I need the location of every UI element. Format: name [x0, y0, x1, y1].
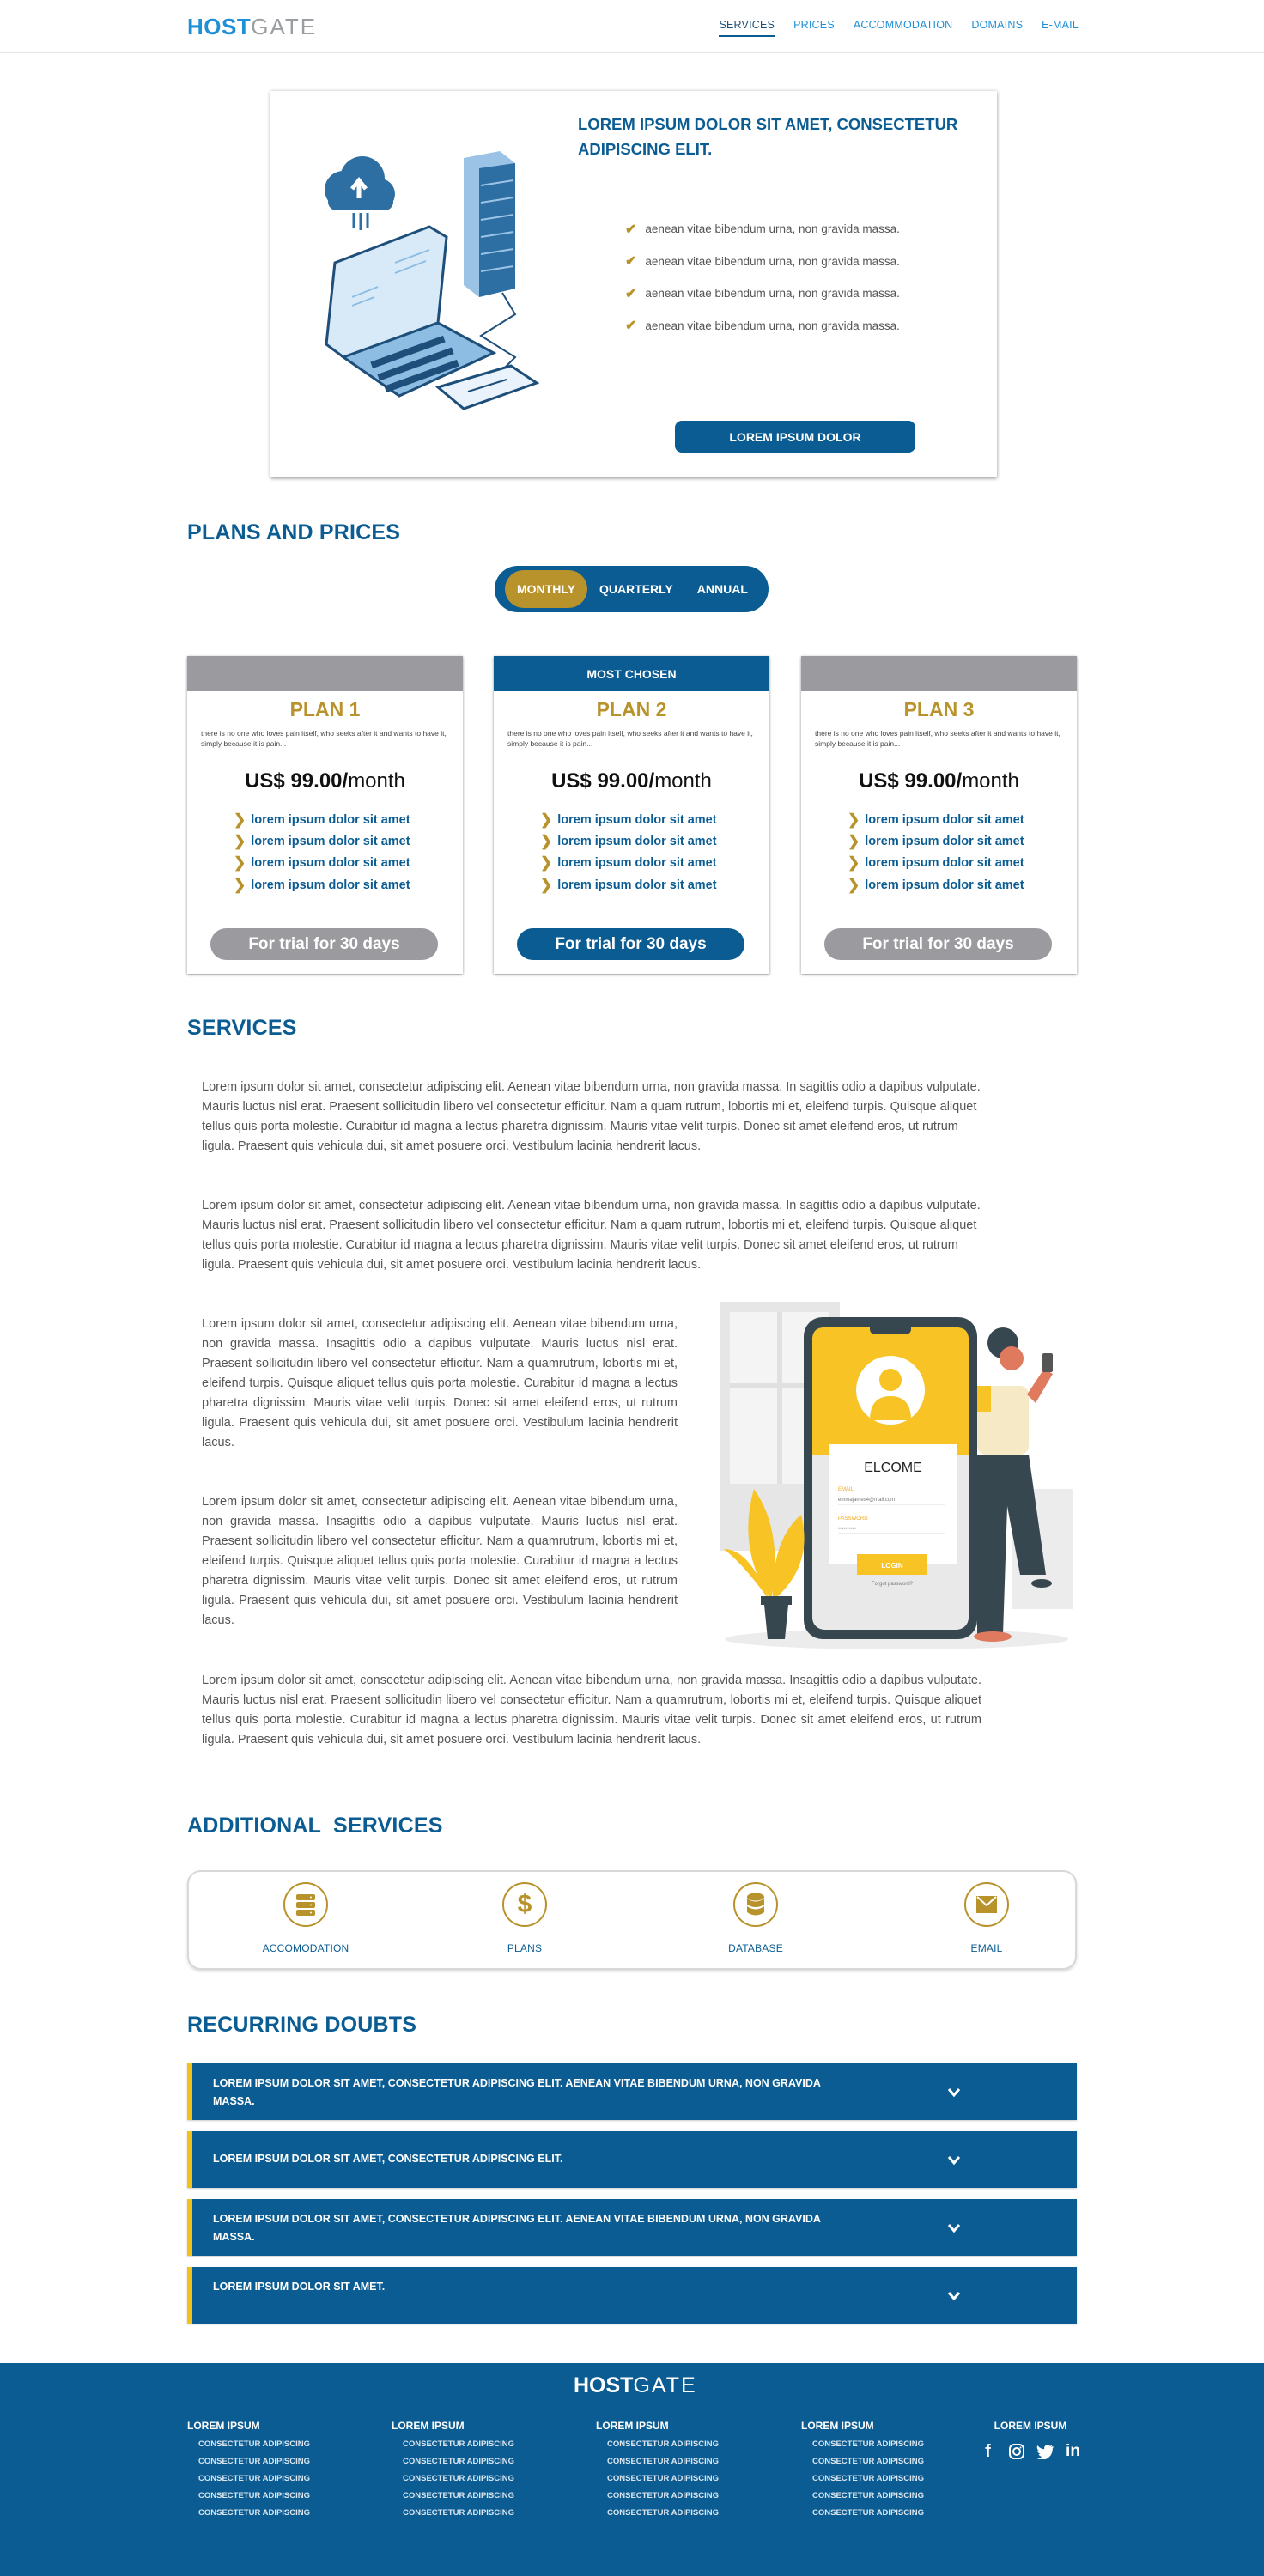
footer-link[interactable]: CONSECTETUR ADIPISCING: [812, 2439, 925, 2449]
chevron-right-icon: ❯: [540, 811, 553, 828]
footer-link[interactable]: CONSECTETUR ADIPISCING: [607, 2508, 720, 2518]
logo-host: HOST: [187, 14, 252, 39]
service-email[interactable]: [918, 1882, 1055, 1954]
plan-description: there is no one who loves pain itself, who seeks after it and wants to have it, simply because it is pain...: [815, 729, 1060, 748]
footer-column-title: LOREM IPSUM: [392, 2420, 465, 2432]
plan-feature-list: [801, 809, 1077, 896]
toggle-annual[interactable]: ANNUAL: [685, 570, 760, 608]
plan-trial-button[interactable]: For trial for 30 days: [210, 928, 438, 960]
footer-column: [596, 2420, 719, 2522]
footer-link[interactable]: CONSECTETUR ADIPISCING: [812, 2474, 925, 2483]
plan-price: US$ 99.00/month: [859, 769, 1019, 793]
hero-feature-item: [625, 310, 900, 343]
footer-link[interactable]: CONSECTETUR ADIPISCING: [198, 2474, 311, 2483]
linkedin-icon[interactable]: in: [1066, 2442, 1080, 2460]
service-label: EMAIL: [970, 1942, 1003, 1954]
hero-card: [270, 91, 997, 477]
footer-column: [187, 2420, 310, 2522]
hero-feature-text: aenean vitae bibendum urna, non gravida massa.: [645, 319, 900, 332]
chevron-right-icon: ❯: [540, 854, 553, 872]
plan-description: there is no one who loves pain itself, who seeks after it and wants to have it, simply because it is pain...: [201, 729, 447, 748]
hero-feature-list: [625, 213, 900, 342]
plan-badge: MOST CHOSEN: [494, 656, 769, 691]
plan-price: US$ 99.00/month: [245, 769, 405, 793]
plan-feature: ❯ lorem ipsum dolor sit amet: [848, 854, 1024, 872]
nav-prices[interactable]: PRICES: [793, 19, 835, 31]
plan-feature-list: [494, 809, 769, 896]
chevron-right-icon: ❯: [234, 811, 246, 828]
instagram-icon[interactable]: [1007, 2442, 1025, 2461]
chevron-down-icon: [946, 2220, 962, 2235]
plans-section-title: PLANS AND PRICES: [187, 520, 401, 544]
chevron-right-icon: ❯: [234, 854, 246, 872]
chevron-down-icon: [946, 2084, 962, 2099]
faq-question: LOREM IPSUM DOLOR SIT AMET, CONSECTETUR ADIPISCING ELIT. AENEAN VITAE BIBENDUM URNA, NON GRAVIDA MASSA.: [213, 2077, 821, 2107]
plan-feature: ❯ lorem ipsum dolor sit amet: [848, 811, 1024, 828]
footer-link[interactable]: CONSECTETUR ADIPISCING: [198, 2457, 311, 2466]
check-icon: ✔: [625, 319, 637, 334]
plan-badge: [801, 656, 1077, 691]
plan-price: US$ 99.00/month: [551, 769, 712, 793]
plan-feature: ❯ lorem ipsum dolor sit amet: [848, 876, 1024, 893]
footer-link[interactable]: CONSECTETUR ADIPISCING: [607, 2491, 720, 2500]
mobile-login-illustration: [720, 1291, 1073, 1652]
services-paragraph: Lorem ipsum dolor sit amet, consectetur adipiscing elit. Aenean vitae bibendum urna, non gravida massa. In sagittis odio a dapibus vulputate. Mauris luctus nisl erat. Praesent sollicitudin libero vel consectetur efficitur. Nam a quam rutrum, lobortis mi et, eleifend turpis. Quisque aliquet tellus quis porta molestie. Curabitur id magna a lectus pharetra dignissim. Mauris vitae velit turpis. Donec sit amet eleifend eros, ut rutrum ligula. Praesent quis vehicula dui, sit amet posuere orci. Vestibulum lacinia hendrerit lacus.: [202, 1080, 981, 1153]
service-accomodation[interactable]: [237, 1882, 374, 1954]
chevron-right-icon: ❯: [848, 832, 860, 849]
footer-column-title: LOREM IPSUM: [801, 2420, 874, 2432]
chevron-right-icon: ❯: [234, 832, 246, 849]
footer-logo[interactable]: HOSTGATE: [574, 2373, 697, 2397]
nav-email[interactable]: E-MAIL: [1042, 19, 1079, 31]
footer-column-title: LOREM IPSUM: [187, 2420, 260, 2432]
service-label: DATABASE: [728, 1942, 783, 1954]
facebook-icon[interactable]: f: [985, 2441, 991, 2461]
plan-feature-list: [187, 809, 463, 896]
plan-feature: ❯ lorem ipsum dolor sit amet: [848, 832, 1024, 849]
plan-card-1: [187, 656, 463, 974]
service-label: PLANS: [507, 1942, 543, 1954]
services-section-title: SERVICES: [187, 1016, 297, 1040]
additional-services-title: ADDITIONAL SERVICES: [187, 1814, 443, 1838]
footer-link[interactable]: CONSECTETUR ADIPISCING: [403, 2457, 515, 2466]
site-footer: [0, 2363, 1264, 2576]
plan-name: PLAN 1: [289, 698, 361, 720]
footer-link[interactable]: CONSECTETUR ADIPISCING: [403, 2508, 515, 2518]
faq-item[interactable]: [187, 2131, 1077, 2188]
plan-feature: ❯ lorem ipsum dolor sit amet: [234, 876, 410, 893]
plan-feature: ❯ lorem ipsum dolor sit amet: [540, 854, 717, 872]
service-plans[interactable]: [456, 1882, 593, 1954]
main-nav: [719, 19, 1079, 37]
plan-trial-button[interactable]: For trial for 30 days: [824, 928, 1052, 960]
logo[interactable]: [187, 14, 317, 39]
faq-item[interactable]: [187, 2063, 1077, 2120]
chevron-right-icon: ❯: [848, 811, 860, 828]
nav-services[interactable]: SERVICES: [719, 19, 775, 37]
hero-feature-item: [625, 213, 900, 246]
chevron-down-icon: [946, 2152, 962, 2167]
hero-cta-button[interactable]: LOREM IPSUM DOLOR: [675, 421, 915, 453]
svg-text:PASSWORD: PASSWORD: [838, 1516, 868, 1522]
chevron-right-icon: ❯: [540, 876, 553, 893]
cloud-server-laptop-illustration: [309, 151, 558, 426]
svg-text:emmajames4@mail.com: emmajames4@mail.com: [838, 1498, 896, 1503]
billing-period-toggle: [495, 566, 769, 612]
footer-link[interactable]: CONSECTETUR ADIPISCING: [198, 2491, 311, 2500]
footer-column-title: LOREM IPSUM: [596, 2420, 669, 2432]
hero-feature-text: aenean vitae bibendum urna, non gravida massa.: [645, 254, 900, 268]
social-links: [979, 2420, 1082, 2461]
footer-link[interactable]: CONSECTETUR ADIPISCING: [607, 2439, 720, 2449]
toggle-quarterly[interactable]: QUARTERLY: [587, 570, 685, 608]
faq-question: LOREM IPSUM DOLOR SIT AMET, CONSECTETUR ADIPISCING ELIT. AENEAN VITAE BIBENDUM URNA, NON GRAVIDA MASSA.: [213, 2213, 821, 2243]
site-header: [0, 0, 1264, 53]
service-label: ACCOMODATION: [262, 1942, 349, 1954]
hero-feature-item: [625, 277, 900, 310]
envelope-icon: [964, 1882, 1009, 1927]
hero-feature-text: aenean vitae bibendum urna, non gravida massa.: [645, 222, 900, 236]
service-database[interactable]: [687, 1882, 824, 1954]
plan-badge: [187, 656, 463, 691]
svg-text:ELCOME: ELCOME: [864, 1461, 922, 1475]
plan-feature: ❯ lorem ipsum dolor sit amet: [234, 811, 410, 828]
check-icon: ✔: [625, 254, 637, 270]
footer-link[interactable]: CONSECTETUR ADIPISCING: [812, 2508, 925, 2518]
services-paragraph: Lorem ipsum dolor sit amet, consectetur adipiscing elit. Aenean vitae bibendum urna, non gravida massa. Insagittis odio a dapibus vulputate. Mauris luctus nisl erat. Praesent sollicitudin libero vel consectetur efficitur. Nam a quamrutrum, lobortis mi et, eleifend turpis. Quisque aliquet tellus quis porta molestie. Curabitur id magna a lectus pharetra dignissim. Mauris vitae velit turpis. Donec sit amet eleifend eros, ut rutrum ligula. Praesent quis vehicula dui, sit amet posuere orci. Vestibulum lacinia hendrerit lacus.: [202, 1495, 678, 1627]
plan-name: PLAN 2: [596, 698, 667, 720]
faq-item[interactable]: [187, 2199, 1077, 2256]
chevron-right-icon: ❯: [848, 854, 860, 872]
hero-feature-text: aenean vitae bibendum urna, non gravida massa.: [645, 287, 900, 301]
plan-feature: ❯ lorem ipsum dolor sit amet: [234, 832, 410, 849]
logo-gate: GATE: [251, 14, 318, 39]
plan-feature: ❯ lorem ipsum dolor sit amet: [540, 876, 717, 893]
dollar-icon: $: [502, 1882, 547, 1927]
svg-text:LOGIN: LOGIN: [881, 1562, 903, 1570]
plan-card-3: [801, 656, 1077, 974]
services-paragraph: Lorem ipsum dolor sit amet, consectetur adipiscing elit. Aenean vitae bibendum urna, non gravida massa. In sagittis odio a dapibus vulputate. Mauris luctus nisl erat. Praesent sollicitudin libero vel consectetur efficitur. Nam a quam rutrum, lobortis mi et, eleifend turpis. Quisque aliquet tellus quis porta molestie. Curabitur id magna a lectus pharetra dignissim. Mauris vitae velit turpis. Donec sit amet eleifend eros, ut rutrum ligula. Praesent quis vehicula dui, sit amet posuere orci. Vestibulum lacinia hendrerit lacus.: [202, 1199, 981, 1272]
hero-title: LOREM IPSUM DOLOR SIT AMET, CONSECTETUR ADIPISCING ELIT.: [578, 115, 958, 158]
database-icon: [733, 1882, 778, 1927]
toggle-monthly[interactable]: MONTHLY: [505, 570, 587, 608]
chevron-right-icon: ❯: [234, 876, 246, 893]
twitter-icon[interactable]: [1036, 2442, 1054, 2461]
services-paragraph: Lorem ipsum dolor sit amet, consectetur adipiscing elit. Aenean vitae bibendum urna, non gravida massa. Insagittis odio a dapibus vulputate. Mauris luctus nisl erat. Praesent sollicitudin libero vel consectetur efficitur. Nam a quamrutrum, lobortis mi et, eleifend turpis. Quisque aliquet tellus quis porta molestie. Curabitur id magna a lectus pharetra dignissim. Mauris vitae velit turpis. Donec sit amet eleifend eros, ut rutrum ligula. Praesent quis vehicula dui, sit amet posuere orci. Vestibulum lacinia hendrerit lacus.: [202, 1674, 981, 1747]
footer-link[interactable]: CONSECTETUR ADIPISCING: [607, 2457, 720, 2466]
plan-description: there is no one who loves pain itself, who seeks after it and wants to have it, simply because it is pain...: [507, 729, 753, 748]
footer-link[interactable]: CONSECTETUR ADIPISCING: [403, 2491, 515, 2500]
svg-text:EMAIL: EMAIL: [838, 1487, 854, 1492]
footer-link[interactable]: CONSECTETUR ADIPISCING: [403, 2474, 515, 2483]
plan-trial-button[interactable]: For trial for 30 days: [517, 928, 744, 960]
footer-link[interactable]: CONSECTETUR ADIPISCING: [198, 2508, 311, 2518]
social-title: LOREM IPSUM: [994, 2420, 1067, 2432]
plan-feature: ❯ lorem ipsum dolor sit amet: [540, 832, 717, 849]
chevron-right-icon: ❯: [848, 876, 860, 893]
svg-text:••••••••••: ••••••••••: [838, 1527, 857, 1532]
faq-question: LOREM IPSUM DOLOR SIT AMET, CONSECTETUR ADIPISCING ELIT.: [213, 2153, 563, 2165]
nav-domains[interactable]: DOMAINS: [971, 19, 1024, 31]
footer-column: [801, 2420, 924, 2522]
plan-card-2: [494, 656, 769, 974]
check-icon: ✔: [625, 286, 637, 301]
footer-link[interactable]: CONSECTETUR ADIPISCING: [812, 2457, 925, 2466]
faq-item[interactable]: [187, 2267, 1077, 2324]
faq-section-title: RECURRING DOUBTS: [187, 2013, 417, 2037]
additional-services-panel: [187, 1870, 1077, 1970]
footer-column: [392, 2420, 514, 2522]
svg-text:Forgot password?: Forgot password?: [871, 1582, 914, 1587]
chevron-right-icon: ❯: [540, 832, 553, 849]
footer-link[interactable]: CONSECTETUR ADIPISCING: [198, 2439, 311, 2449]
server-icon: [283, 1882, 328, 1927]
footer-link[interactable]: CONSECTETUR ADIPISCING: [403, 2439, 515, 2449]
nav-accommodation[interactable]: ACCOMMODATION: [853, 19, 953, 31]
plan-feature: ❯ lorem ipsum dolor sit amet: [540, 811, 717, 828]
hero-feature-item: [625, 246, 900, 278]
footer-link[interactable]: CONSECTETUR ADIPISCING: [812, 2491, 925, 2500]
services-paragraph: Lorem ipsum dolor sit amet, consectetur adipiscing elit. Aenean vitae bibendum urna, non gravida massa. Insagittis odio a dapibus vulputate. Mauris luctus nisl erat. Praesent sollicitudin libero vel consectetur efficitur. Nam a quamrutrum, lobortis mi et, eleifend turpis. Quisque aliquet tellus quis porta molestie. Curabitur id magna a lectus pharetra dignissim. Mauris vitae velit turpis. Donec sit amet eleifend eros, ut rutrum ligula. Praesent quis vehicula dui, sit amet posuere orci. Vestibulum lacinia hendrerit lacus.: [202, 1317, 678, 1449]
footer-link[interactable]: CONSECTETUR ADIPISCING: [607, 2474, 720, 2483]
plan-name: PLAN 3: [903, 698, 975, 720]
chevron-down-icon: [946, 2287, 962, 2303]
check-icon: ✔: [625, 222, 637, 237]
plan-feature: ❯ lorem ipsum dolor sit amet: [234, 854, 410, 872]
faq-question: LOREM IPSUM DOLOR SIT AMET.: [213, 2281, 386, 2293]
